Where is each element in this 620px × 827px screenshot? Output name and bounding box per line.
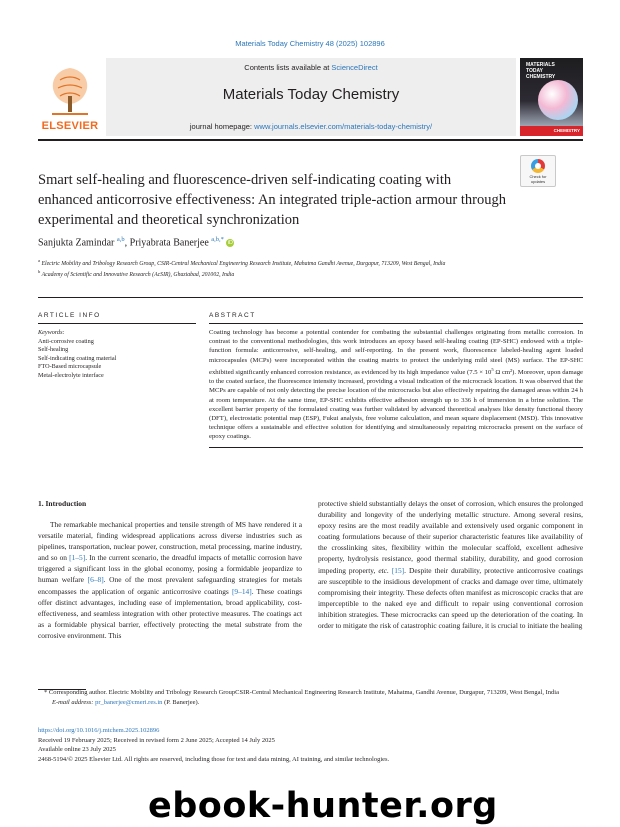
abstract-heading: ABSTRACT — [209, 312, 256, 319]
author-affiliation-link[interactable]: a,b — [116, 236, 125, 243]
journal-reference[interactable]: Materials Today Chemistry 48 (2025) 102896 — [235, 39, 385, 48]
received-dates: Received 19 February 2025; Received in revised form 2 June 2025; Accepted 14 July 2025 — [38, 736, 275, 744]
check-for-updates-button[interactable]: Check for updates — [520, 155, 556, 187]
author-name: Priyabrata Banerjee — [129, 237, 209, 249]
homepage-link[interactable]: www.journals.elsevier.com/materials-today-chemistry/ — [254, 122, 433, 131]
affiliation-item: $^b$ Academy of Scientific and Innovative Research (AcSIR), Ghaziabad, 201002, India — [38, 269, 235, 279]
divider — [209, 447, 583, 448]
keywords-list — [38, 329, 198, 380]
keyword-item: Self-indicating coating material — [38, 354, 117, 362]
section-heading-introduction: 1. Introduction — [38, 499, 87, 508]
author-affiliation-link[interactable]: a,b,* — [211, 236, 224, 243]
author-name: Sanjukta Zamindar — [38, 237, 115, 249]
article-info-heading: ARTICLE INFO — [38, 312, 101, 319]
divider — [209, 323, 583, 324]
paper-title: Smart self-healing and fluorescence-driven self-indicating coating with enhanced anticorrosive effectiveness: An integrated triple-action armour through experimental and theoretical synchronization — [38, 172, 506, 228]
journal-header — [38, 58, 583, 136]
doi-link[interactable]: https://doi.org/10.1016/j.mtchem.2025.102896 — [38, 727, 160, 734]
keyword-item: Self-healing — [38, 346, 69, 353]
contents-line: Contents lists available at ScienceDirect — [244, 63, 378, 72]
elsevier-logo: ELSEVIER — [38, 58, 102, 136]
journal-title: Materials Today Chemistry — [222, 86, 400, 103]
elsevier-tree-icon — [42, 60, 98, 118]
author-email-link[interactable]: pr_banerjee@cmeri.res.in — [95, 698, 163, 706]
body-column-left: The remarkable mechanical properties and tensile strength of MS have rendered it a versatile material, finding widespread applications across diverse industries such as pipelines, transportation, nuclear power, construction, metal processing, marine industry, and so on [1–5]. In the current scenario, the dreadful impacts of metallic corrosion have triggered a significant loss in the global economy, posing a formidable jeopardize to human welfare [6–8]. One of the most prevalent safeguarding strategies for metals encompasses the application of organic anticorrosive coatings [9–14]. These coatings offer distinct advantages, including ease of implementation, broad applicability, cost-effectiveness, and seamless integration with other protective measures. The coatings act as a formidable physical barrier, effectively protecting the metal substrate from the corrosive environment. This — [38, 520, 303, 640]
homepage-line: journal homepage: www.journals.elsevier.com/materials-today-chemistry/ — [189, 122, 433, 131]
abstract-text: Coating technology has become a potential contender for combating the substantial challenges originating from metallic corrosion. In contrast to the conventional methodologies, this work introduces an epoxy based self-healing coating (EP-SHC) endowed with a triple-function formula: anticorrosive, self-healing, and self-reporting. In the present work, fluorescence labeled-healing agent loaded microcapsules (MCPs) were incorporated within the coating matrix to protect the underlying mild steel (MS) surface. The EP-SHC exhibited significantly enhanced corrosion resistance, as evidenced by its high impedance value ($7.5 \times 10^5$ Ω cm²). Moreover, upon damage to the coated surface, the fluorescence intensity increased, providing a visual indication of the microcrack location. It was observed that the MCPs are capable of not only detecting the precise location of the microcracks but also effectively repairing the damaged areas within 24 h at room temperature. At the same time, EP-SHC exhibits effective adhesion strength up to 336 h of immersion in a brine solution. The excellent barrier property of the formulated coating was further validated by advanced theoretical analyses like density functional theory (DFT), electrostatic potential map (ESP), Fukui analysis, free volume calculation, and mean square displacement (MSD). This innovative technique offers a sustainable and effective solution for identifying and simultaneously repairing microcracks present on the surface of epoxy coatings. — [209, 329, 584, 441]
citation-link[interactable]: [6–8] — [87, 575, 104, 585]
divider — [38, 297, 583, 298]
corresponding-author-footnote: * Corresponding author. Electric Mobility and Tribology Research GroupCSIR-Central Mechanical Engineering Research Institute, Mahatma, Gandhi Avenue, Durgapur, 713209, West Bengal, India E-mail address: pr_banerjee@cmeri.res.in (P. Banerjee). — [44, 689, 559, 706]
author-list: Sanjukta Zamindar $^{a,b}$, Priyabrata Banerjee $^{a,b,*}$ iD — [38, 236, 234, 249]
journal-banner — [106, 58, 516, 136]
affiliations — [38, 257, 528, 280]
body-column-right: protective shield substantially delays the onset of corrosion, which ensures the prolonged durability and longevity of the underlying metallic structure. Among several resins, epoxy resins are the most readily available and extensively used organic component in coating formulations because of their superior characteristic features like availability of the crosslinking sites, flexibility within the molecular scaffold, excellent adhesive property, hydrolysis resistance, good thermal stability, durability, and good corrosion impeding property, etc. [15]. Despite their durability, protective anticorrosive coatings are susceptible to the insidious development of cracks and damage over time, ultimately compromising their integrity. These defects often manifest as microscopic cracks that are imperceptible to the naked eye and difficult to repair using conventional corrosion inhibition strategies. These microcracks can speed up the deterioration of the coating. In order to mitigate the risk of catastrophic coating failure, it is crucial to initiate the healing — [318, 499, 583, 631]
affiliation-item: $^a$ Electric Mobility and Tribology Research Group, CSIR-Central Mechanical Engineering Research Institute, Mahatma Gandhi Avenue, Durgapur, 713209, West Bengal, India — [38, 258, 446, 267]
keyword-item: Anti-corrosive coating — [38, 337, 94, 345]
crossmark-icon — [531, 159, 545, 173]
journal-cover-image: MATERIALS TODAY CHEMISTRY CHEMISTRY — [520, 58, 583, 136]
keyword-item: Metal-electrolyte interface — [38, 371, 104, 379]
keywords-label: Keywords: — [38, 329, 65, 336]
copyright-line: 2468-5194/© 2025 Elsevier Ltd. All rights are reserved, including those for text and data mining, AI training, and similar technologies. — [38, 755, 390, 763]
citation-link[interactable]: [1–5] — [69, 553, 86, 563]
available-online: Available online 23 July 2025 — [38, 746, 116, 753]
orcid-icon[interactable]: iD — [227, 240, 234, 247]
keyword-item: FTO-Based microcapsule — [38, 363, 102, 370]
article-history — [38, 726, 583, 764]
citation-link[interactable]: [15] — [391, 565, 405, 575]
sciencedirect-link[interactable]: ScienceDirect — [331, 63, 378, 72]
watermark: ebook-hunter.org — [148, 786, 498, 826]
citation-link[interactable]: [9–14] — [231, 586, 252, 596]
header-divider — [38, 139, 583, 141]
divider — [38, 323, 196, 324]
